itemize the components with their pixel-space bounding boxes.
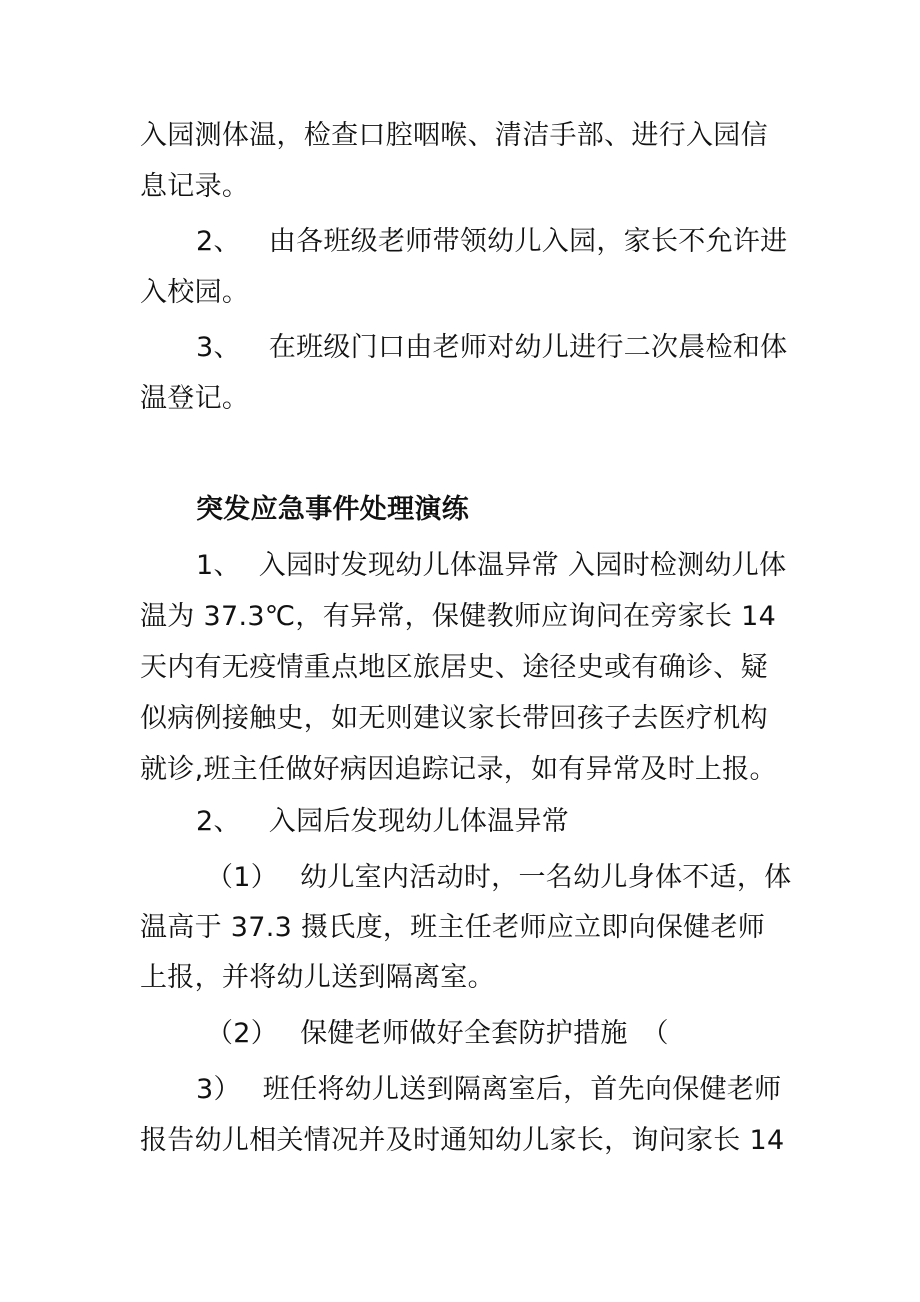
emergency-2-text: 入园后发现幼儿体温异常: [268, 806, 570, 837]
item-2-marker: 2、: [196, 226, 241, 257]
intro-line-2: 息记录。: [140, 171, 250, 202]
emergency-2-line: [196, 802, 856, 842]
item-2-line-2: 入校园。: [140, 277, 250, 308]
sub-1-line-2: 温高于 37.3 摄氏度，班主任老师应立即向保健老师: [140, 912, 766, 943]
sub-3-line-1: [196, 1070, 856, 1110]
sub-1-line-3: 上报，并将幼儿送到隔离室。: [140, 962, 495, 993]
emergency-1-marker: 1、: [196, 550, 241, 581]
sub-1-line-1: [206, 858, 866, 898]
sub-3-line-2: 报告幼儿相关情况并及时通知幼儿家长，询问家长 14: [140, 1125, 785, 1156]
sub-2-line: [206, 1014, 866, 1054]
sub-1-text-1: 幼儿室内活动时，一名幼儿身体不适，体: [300, 862, 792, 893]
emergency-1-line-1: [196, 546, 856, 586]
item-3-text: 在班级门口由老师对幼儿进行二次晨检和体: [268, 332, 788, 363]
emergency-2-marker: 2、: [196, 806, 241, 837]
item-3-marker: 3、: [196, 332, 241, 363]
sub-3-text-1: 班任将幼儿送到隔离室后，首先向保健老师: [262, 1074, 782, 1105]
item-2-line-1: [196, 222, 856, 262]
item-2-text: 由各班级老师带领幼儿入园，家长不允许进: [268, 226, 788, 257]
sub-2-marker: （2）: [206, 1018, 279, 1049]
emergency-1-text-1: 入园时发现幼儿体温异常 入园时检测幼儿体: [258, 550, 787, 581]
sub-1-marker: （1）: [206, 862, 279, 893]
sub-3-marker: 3）: [196, 1074, 241, 1105]
item-3-line-1: [196, 328, 856, 368]
emergency-1-line-3: 天内有无疫情重点地区旅居史、途径史或有确诊、疑: [140, 652, 768, 683]
sub-2-text: 保健老师做好全套防护措施 （: [300, 1018, 669, 1049]
emergency-1-line-2: 温为 37.3℃，有异常，保健教师应询问在旁家长 14: [140, 601, 777, 632]
intro-line-1: 入园测体温，检查口腔咽喉、清洁手部、进行入园信: [140, 120, 768, 151]
section-heading: 突发应急事件处理演练: [196, 494, 469, 525]
emergency-1-line-5: 就诊,班主任做好病因追踪记录，如有异常及时上报。: [140, 754, 777, 785]
emergency-1-line-4: 似病例接触史，如无则建议家长带回孩子去医疗机构: [140, 703, 768, 734]
item-3-line-2: 温登记。: [140, 383, 250, 414]
